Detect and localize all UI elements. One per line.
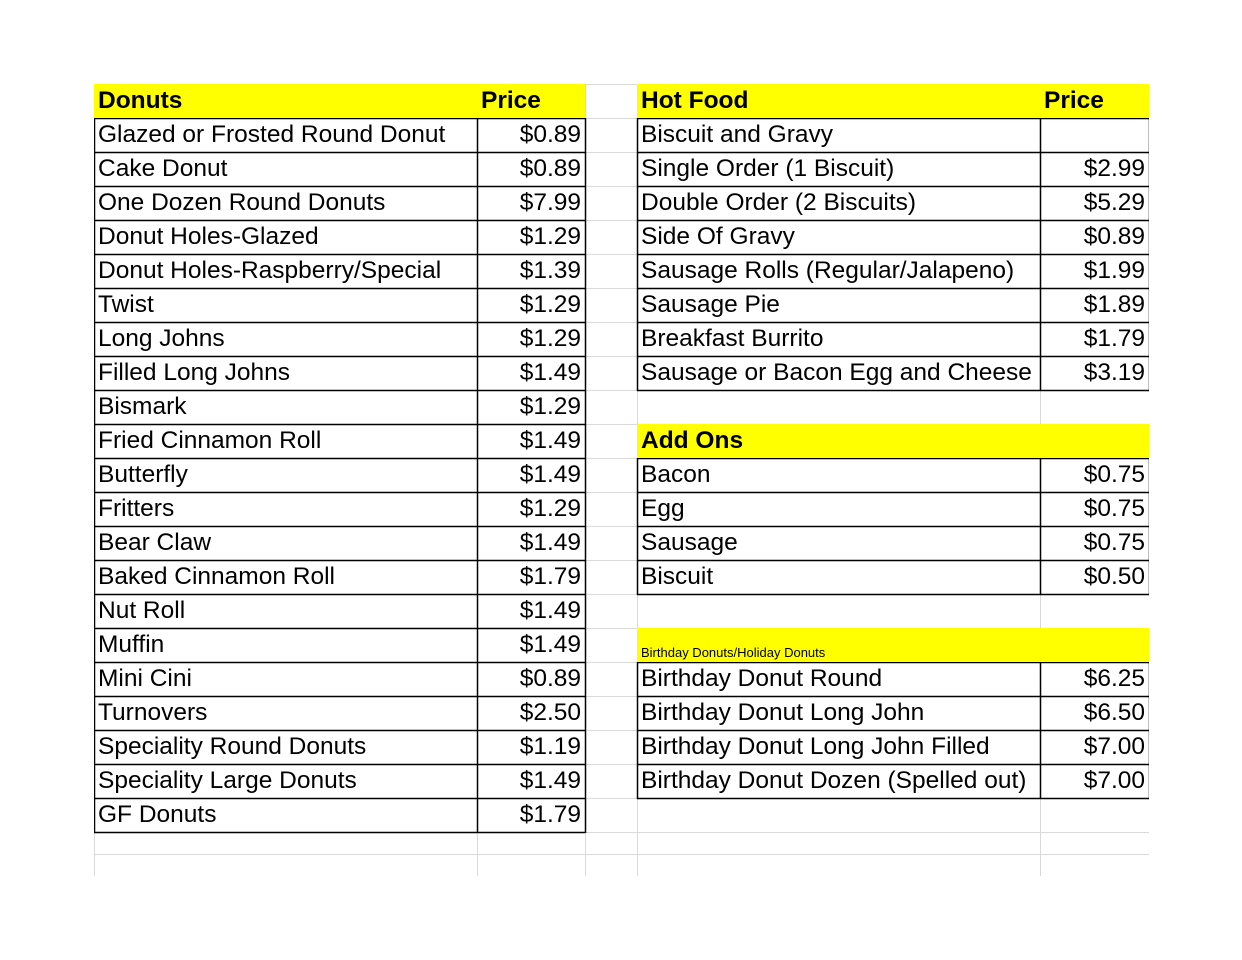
menu-item-price [477,492,585,526]
menu-item-price-text: $2.50 [519,698,581,726]
menu-item-name [94,662,477,696]
menu-item-price [477,424,585,458]
menu-item-name [637,458,1040,492]
menu-item-name-text: Egg [641,494,685,522]
menu-item-name-text: Glazed or Frosted Round Donut [98,120,446,148]
menu-item-name-text: Sausage or Bacon Egg and Cheese [641,358,1032,386]
menu-item-name [94,254,477,288]
menu-item-price [477,390,585,424]
menu-item-price [1040,458,1149,492]
menu-item-name [637,254,1040,288]
menu-item-price-text: $1.99 [1083,256,1145,284]
menu-item-name [94,186,477,220]
menu-item-name-text: Muffin [98,630,165,658]
menu-item-name [94,730,477,764]
menu-item-price [1040,186,1149,220]
menu-item-price-text: $1.29 [519,222,581,250]
menu-item-name-text: Single Order (1 Biscuit) [641,154,895,182]
menu-item-name-text: Baked Cinnamon Roll [98,562,335,590]
menu-item-price-text: $0.50 [1083,562,1145,590]
menu-item-name [637,322,1040,356]
hot-food-header-title [637,84,1040,118]
menu-item-price-text: $1.29 [519,324,581,352]
menu-item-name-text: Birthday Donut Dozen (Spelled out) [641,766,1027,794]
menu-item-name [94,594,477,628]
menu-item-price [1040,356,1149,390]
menu-item-name [94,424,477,458]
menu-item-name-text: Birthday Donut Long John Filled [641,732,990,760]
birthday-header-title-text: Birthday Donuts/Holiday Donuts [641,645,826,660]
menu-item-name [637,356,1040,390]
menu-item-price-text: $7.00 [1083,732,1145,760]
menu-item-price-text: $6.25 [1083,664,1145,692]
menu-item-name-text: Donut Holes-Raspberry/Special [98,256,442,284]
menu-item-name [94,798,477,832]
menu-item-price [1040,220,1149,254]
menu-item-price [477,458,585,492]
menu-item-name-text: Bismark [98,392,187,420]
menu-item-price-text: $3.19 [1083,358,1145,386]
hot-food-header-price [1040,84,1149,118]
menu-item-name [94,356,477,390]
menu-item-price [477,356,585,390]
menu-item-name-text: Filled Long Johns [98,358,291,386]
menu-item-price [477,798,585,832]
menu-item-price [1040,118,1149,152]
menu-item-price-text: $1.49 [519,596,581,624]
menu-item-price [1040,152,1149,186]
menu-item-price-text: $1.49 [519,460,581,488]
menu-item-price [477,696,585,730]
menu-item-price [477,152,585,186]
menu-item-price [1040,322,1149,356]
menu-item-price [1040,730,1149,764]
hot-food-header-price-text: Price [1044,86,1104,114]
price-sheet [94,84,1149,876]
menu-item-name [94,492,477,526]
menu-item-price [477,764,585,798]
menu-item-price [1040,492,1149,526]
menu-item-name-text: Turnovers [98,698,208,726]
menu-item-price-text: $1.89 [1083,290,1145,318]
menu-item-price [477,220,585,254]
menu-item-price [1040,288,1149,322]
menu-item-name [94,118,477,152]
menu-item-price-text: $1.49 [519,766,581,794]
menu-item-name [637,696,1040,730]
donuts-header-price-text: Price [481,86,541,114]
price-table [94,84,1149,876]
donuts-header-title [94,84,477,118]
menu-item-price [1040,254,1149,288]
menu-item-name-text: Fried Cinnamon Roll [98,426,322,454]
menu-item-price [1040,764,1149,798]
menu-item-price-text: $0.75 [1083,494,1145,522]
menu-item-name-text: Donut Holes-Glazed [98,222,319,250]
menu-item-name-text: Sausage Rolls (Regular/Jalapeno) [641,256,1015,284]
menu-item-name-text: GF Donuts [98,800,217,828]
menu-item-name [94,526,477,560]
menu-item-name [637,764,1040,798]
donuts-header-price [477,84,585,118]
menu-item-price [1040,526,1149,560]
menu-item-name-text: Speciality Round Donuts [98,732,367,760]
menu-item-name [637,560,1040,594]
add-ons-header-title [637,424,1040,458]
menu-item-name [94,322,477,356]
menu-item-name-text: One Dozen Round Donuts [98,188,386,216]
menu-item-name [637,186,1040,220]
menu-item-price [1040,696,1149,730]
menu-item-name [94,764,477,798]
menu-item-name-text: Sausage Pie [641,290,780,318]
menu-item-name [637,118,1040,152]
menu-item-price-text: $0.89 [1083,222,1145,250]
menu-item-name [94,288,477,322]
menu-item-price-text: $1.49 [519,426,581,454]
menu-item-name-text: Sausage [641,528,738,556]
menu-item-name [94,628,477,662]
menu-item-price-text: $1.79 [519,562,581,590]
menu-item-price [477,118,585,152]
menu-item-price [477,730,585,764]
menu-item-price [477,254,585,288]
menu-item-price-text: $0.75 [1083,528,1145,556]
menu-item-price [1040,560,1149,594]
menu-item-price-text: $7.99 [519,188,581,216]
menu-item-price-text: $1.39 [519,256,581,284]
menu-item-name-text: Nut Roll [98,596,186,624]
menu-item-price-text: $1.29 [519,392,581,420]
menu-item-price-text: $6.50 [1083,698,1145,726]
menu-item-price-text: $0.75 [1083,460,1145,488]
menu-item-price [477,186,585,220]
menu-item-name [637,526,1040,560]
menu-item-name [637,662,1040,696]
menu-item-name-text: Cake Donut [98,154,228,182]
menu-item-price [477,628,585,662]
menu-item-price-text: $1.79 [1083,324,1145,352]
menu-item-name-text: Butterfly [98,460,188,488]
menu-item-name-text: Fritters [98,494,175,522]
menu-item-name [94,390,477,424]
menu-item-price-text: $1.49 [519,528,581,556]
menu-item-price [477,322,585,356]
menu-item-price-text: $1.79 [519,800,581,828]
donuts-header-title-text: Donuts [98,86,183,114]
menu-item-name-text: Bear Claw [98,528,212,556]
menu-item-price-text: $5.29 [1083,188,1145,216]
birthday-header-title [637,628,1040,662]
menu-item-name [94,220,477,254]
menu-item-price-text: $1.19 [519,732,581,760]
menu-item-price [477,662,585,696]
menu-item-name [94,696,477,730]
menu-item-name [637,730,1040,764]
menu-item-name [94,152,477,186]
hot-food-header-title-text: Hot Food [641,86,749,114]
menu-item-name-text: Speciality Large Donuts [98,766,357,794]
menu-item-price-text: $1.29 [519,290,581,318]
menu-item-name-text: Biscuit and Gravy [641,120,833,148]
menu-item-name [637,152,1040,186]
menu-item-price [477,526,585,560]
menu-item-price-text: $0.89 [519,120,581,148]
menu-item-price-text: $1.49 [519,630,581,658]
menu-item-name [637,220,1040,254]
menu-item-price-text: $2.99 [1083,154,1145,182]
menu-item-name [94,560,477,594]
menu-item-name-text: Long Johns [98,324,225,352]
menu-item-price-text: $1.49 [519,358,581,386]
menu-item-name-text: Twist [98,290,154,318]
menu-item-name-text: Breakfast Burrito [641,324,824,352]
menu-item-name-text: Birthday Donut Long John [641,698,925,726]
menu-item-price [477,594,585,628]
menu-item-price-text: $0.89 [519,154,581,182]
menu-item-name-text: Side Of Gravy [641,222,795,250]
menu-item-price [477,288,585,322]
add-ons-header-title-text: Add Ons [641,426,744,454]
menu-item-price [477,560,585,594]
menu-item-name [637,492,1040,526]
menu-item-name [94,458,477,492]
menu-item-name-text: Double Order (2 Biscuits) [641,188,917,216]
menu-item-name-text: Birthday Donut Round [641,664,883,692]
menu-item-name-text: Biscuit [641,562,714,590]
menu-item-price [1040,662,1149,696]
menu-item-name-text: Bacon [641,460,711,488]
menu-item-name [637,288,1040,322]
menu-item-price-text: $7.00 [1083,766,1145,794]
menu-item-name-text: Mini Cini [98,664,192,692]
menu-item-price-text: $0.89 [519,664,581,692]
menu-item-price-text: $1.29 [519,494,581,522]
